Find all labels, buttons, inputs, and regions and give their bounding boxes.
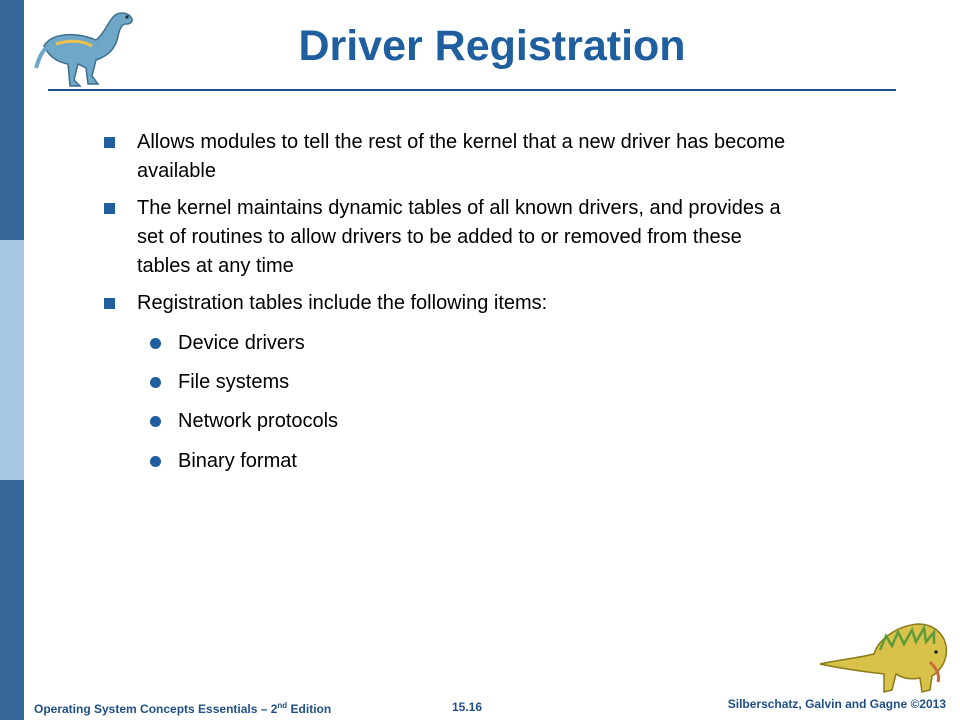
- sub-bullet-text: Device drivers: [178, 332, 305, 354]
- sub-bullet-text: File systems: [178, 371, 290, 393]
- bullet-text: The kernel maintains dynamic tables of all known drivers, and provides a set of routines to allow drivers to be added to or removed from these tables at any time: [137, 197, 781, 277]
- footer-title-suffix: Edition: [287, 702, 332, 716]
- footer-copyright: Silberschatz, Galvin and Gagne ©2013: [727, 697, 946, 711]
- sub-bullet-text: Network protocols: [178, 410, 339, 432]
- slide-title: Driver Registration: [298, 22, 686, 70]
- bullet-text: Allows modules to tell the rest of the kernel that a new driver has become available: [137, 131, 786, 182]
- square-bullet-icon: [104, 137, 115, 148]
- dinosaur-logo-bottom-icon: [818, 612, 956, 696]
- round-bullet-icon: [150, 377, 161, 388]
- footer-title-prefix: Operating System Concepts Essentials – 2: [34, 702, 278, 716]
- footer-page-number: 15.16: [452, 700, 483, 714]
- round-bullet-icon: [150, 416, 161, 427]
- square-bullet-icon: [104, 203, 115, 214]
- round-bullet-icon: [150, 456, 161, 467]
- footer-title-superscript: nd: [277, 701, 288, 710]
- footer-book-title: [34, 701, 331, 716]
- sub-bullet-text: Binary format: [178, 450, 297, 472]
- square-bullet-icon: [104, 298, 115, 309]
- round-bullet-icon: [150, 338, 161, 349]
- bullet-text: Registration tables include the following items:: [137, 292, 548, 314]
